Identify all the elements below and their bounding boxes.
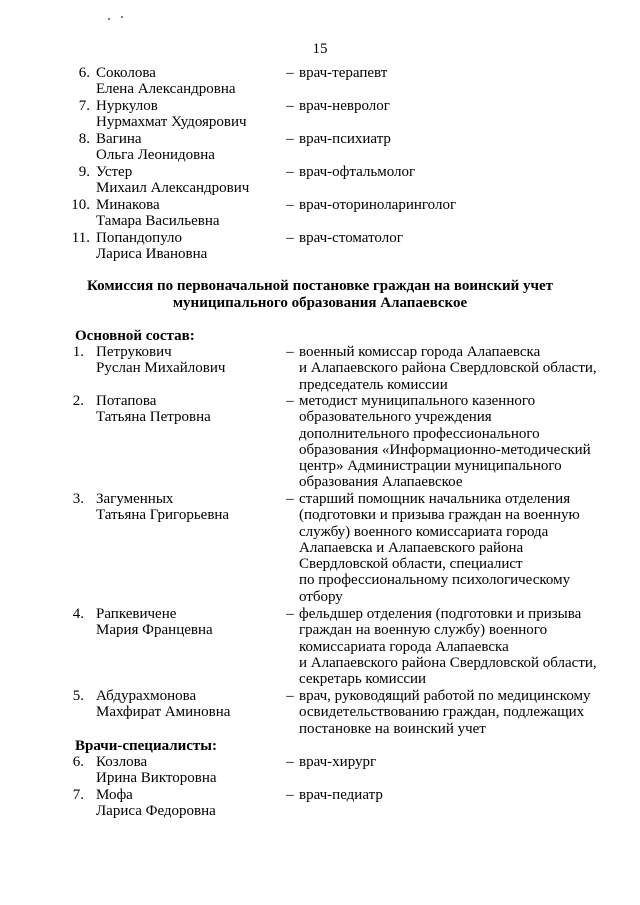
position-title: военный комиссар города Алапаевска и Алапаевского района Свердловской области, председатель комиссии — [299, 344, 597, 393]
person-name: Соколова Елена Александровна — [96, 65, 236, 98]
position-title: врач-офтальмолог — [299, 164, 416, 180]
dash: – — [286, 98, 294, 114]
scan-speck — [108, 18, 110, 20]
person-name: Петрукович Руслан Михайлович — [96, 344, 226, 377]
item-number: 8. — [78, 131, 90, 147]
position-title: врач-хирург — [299, 754, 377, 770]
person-name: Устер Михаил Александрович — [96, 164, 250, 197]
position-title: фельдшер отделения (подготовки и призыва граждан на военную службу) военного комиссариата города Алапаевска и Алапаевского района Свердловской области, секретарь комиссии — [299, 606, 597, 688]
main-composition-heading: Основной состав: — [75, 328, 195, 344]
dash: – — [286, 606, 294, 622]
item-number: 3. — [72, 491, 84, 507]
item-number: 6. — [72, 754, 84, 770]
dash: – — [286, 197, 294, 213]
dash: – — [286, 65, 294, 81]
person-name: Загуменных Татьяна Григорьевна — [96, 491, 230, 524]
dash: – — [286, 393, 294, 409]
dash: – — [286, 131, 294, 147]
person-name: Попандопуло Лариса Ивановна — [96, 230, 208, 263]
item-number: 2. — [72, 393, 84, 409]
position-title: врач-терапевт — [299, 65, 388, 81]
position-title: врач-невролог — [299, 98, 390, 114]
scan-speck — [121, 16, 123, 18]
person-name: Мофа Лариса Федоровна — [96, 787, 216, 820]
person-name: Вагина Ольга Леонидовна — [96, 131, 215, 164]
position-title: врач-психиатр — [299, 131, 391, 147]
item-number: 6. — [78, 65, 90, 81]
person-name: Абдурахмонова Махфират Аминовна — [96, 688, 231, 721]
position-title: старший помощник начальника отделения (подготовки и призыва граждан на военную службу) военного комиссариата города Алапаевска и Алапаевского района Свердловской области, специалист по профессиональному психологическому отбору — [299, 491, 580, 605]
dash: – — [286, 230, 294, 246]
item-number: 5. — [72, 688, 84, 704]
item-number: 4. — [72, 606, 84, 622]
dash: – — [286, 754, 294, 770]
position-title: врач, руководящий работой по медицинскому освидетельствованию граждан, подлежащих постановке на воинский учет — [299, 688, 591, 737]
position-title: врач-педиатр — [299, 787, 383, 803]
page-number: 15 — [312, 41, 328, 57]
dash: – — [286, 164, 294, 180]
person-name: Рапкевичене Мария Францевна — [96, 606, 213, 639]
dash: – — [286, 787, 294, 803]
specialists-heading: Врачи-специалисты: — [75, 738, 218, 754]
position-title: врач-оториноларинголог — [299, 197, 457, 213]
item-number: 7. — [78, 98, 90, 114]
dash: – — [286, 491, 294, 507]
position-title: врач-стоматолог — [299, 230, 403, 246]
dash: – — [286, 688, 294, 704]
item-number: 9. — [78, 164, 90, 180]
dash: – — [286, 344, 294, 360]
position-title: методист муниципального казенного образовательного учреждения дополнительного профессионального образования «Информационно-методический центр» Администрации муниципального образования Алапаевское — [299, 393, 591, 491]
item-number: 7. — [72, 787, 84, 803]
person-name: Нуркулов Нурмахмат Худоярович — [96, 98, 247, 131]
person-name: Потапова Татьяна Петровна — [96, 393, 211, 426]
person-name: Минакова Тамара Васильевна — [96, 197, 220, 230]
person-name: Козлова Ирина Викторовна — [96, 754, 217, 787]
commission-title: Комиссия по первоначальной постановке граждан на воинский учет муниципального образования Алапаевское — [87, 278, 553, 311]
item-number: 1. — [72, 344, 84, 360]
item-number: 11. — [71, 230, 90, 246]
item-number: 10. — [71, 197, 90, 213]
